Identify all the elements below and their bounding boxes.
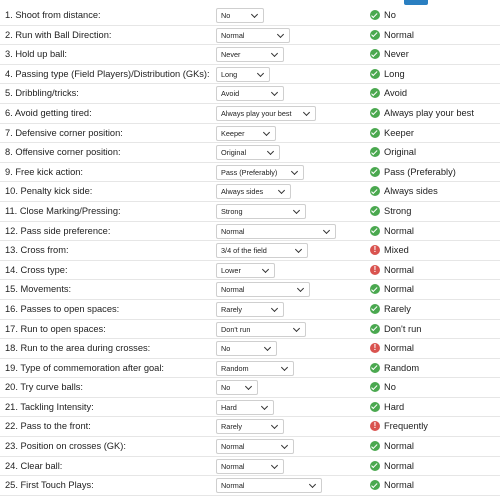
current-value: No — [384, 10, 396, 20]
check-circle-icon — [370, 206, 380, 216]
order-select-value: Original — [221, 148, 247, 158]
chevron-down-icon — [278, 187, 285, 194]
check-circle-icon — [370, 147, 380, 157]
order-label: 22. Pass to the front: — [5, 421, 91, 432]
check-circle-icon — [370, 461, 380, 471]
check-circle-icon — [370, 186, 380, 196]
order-select-value: Random — [221, 363, 249, 373]
current-value: Normal — [384, 284, 414, 295]
order-select[interactable] — [216, 380, 258, 395]
order-select-value: Normal — [221, 442, 245, 452]
chevron-down-icon — [251, 11, 258, 18]
current-value: Mixed — [384, 245, 409, 256]
table-row — [0, 241, 500, 261]
order-select-value: Normal — [221, 461, 245, 471]
chevron-down-icon — [271, 89, 278, 96]
order-select-value: Keeper — [221, 128, 245, 138]
current-value: Normal — [384, 480, 414, 491]
current-value: Always play your best — [384, 107, 474, 118]
chevron-down-icon — [262, 266, 269, 273]
order-select[interactable] — [216, 224, 336, 239]
current-value: Normal — [384, 225, 414, 236]
order-select-value: No — [221, 11, 231, 20]
check-circle-icon — [370, 441, 380, 451]
order-label: 19. Type of commemoration after goal: — [5, 362, 164, 373]
order-select[interactable] — [216, 145, 280, 160]
table-row — [0, 261, 500, 281]
order-select-value: No — [221, 344, 231, 354]
table-row — [0, 6, 500, 26]
current-value: Original — [384, 147, 417, 158]
chevron-down-icon — [271, 305, 278, 312]
current-value: No — [384, 382, 396, 393]
order-select-value: Rarely — [221, 304, 243, 314]
table-row — [0, 457, 500, 477]
order-select-value: Always play your best — [221, 108, 292, 118]
order-select[interactable] — [216, 8, 264, 23]
table-row — [0, 124, 500, 144]
check-circle-icon — [370, 402, 380, 412]
chevron-down-icon — [245, 383, 252, 390]
order-label: 4. Passing type (Field Players)/Distribution (GKs): — [5, 68, 210, 79]
current-value: Normal — [384, 460, 414, 471]
exclamation-circle-icon — [370, 245, 380, 255]
check-circle-icon — [370, 304, 380, 314]
order-select[interactable] — [216, 47, 284, 62]
table-row — [0, 339, 500, 359]
current-value: Normal — [384, 343, 414, 354]
current-value: Strong — [384, 205, 412, 216]
order-select-value: Don't run — [221, 324, 251, 334]
check-circle-icon — [370, 363, 380, 373]
chevron-down-icon — [271, 50, 278, 57]
table-row — [0, 476, 500, 496]
chevron-down-icon — [291, 168, 298, 175]
table-row — [0, 300, 500, 320]
order-select[interactable] — [216, 302, 284, 317]
order-select-value: Normal — [221, 285, 245, 295]
current-value: Hard — [384, 401, 405, 412]
order-select[interactable] — [216, 28, 290, 43]
order-select-value: Hard — [221, 402, 237, 412]
order-select-value: Pass (Preferably) — [221, 167, 278, 177]
order-label: 11. Close Marking/Pressing: — [5, 205, 121, 216]
check-circle-icon — [370, 324, 380, 334]
order-select-value: Rarely — [221, 422, 243, 432]
order-label: 24. Clear ball: — [5, 460, 63, 471]
save-button[interactable] — [404, 0, 428, 5]
current-value: Normal — [384, 441, 414, 452]
table-row — [0, 65, 500, 85]
order-label: 6. Avoid getting tired: — [5, 107, 92, 118]
chevron-down-icon — [295, 246, 302, 253]
order-select-value: No — [221, 383, 231, 393]
order-select-value: Normal — [221, 481, 245, 491]
check-circle-icon — [370, 226, 380, 236]
order-select[interactable] — [216, 86, 284, 101]
order-label: 1. Shoot from distance: — [5, 10, 101, 20]
chevron-down-icon — [261, 403, 268, 410]
order-select-value: Long — [221, 69, 238, 79]
order-label: 15. Movements: — [5, 284, 72, 295]
check-circle-icon — [370, 30, 380, 40]
order-select[interactable] — [216, 478, 322, 493]
order-select[interactable] — [216, 243, 308, 258]
order-select[interactable] — [216, 361, 294, 376]
table-row — [0, 222, 500, 242]
chevron-down-icon — [267, 148, 274, 155]
chevron-down-icon — [309, 481, 316, 488]
order-select[interactable] — [216, 439, 294, 454]
order-select[interactable] — [216, 263, 275, 278]
chevron-down-icon — [297, 285, 304, 292]
table-row — [0, 398, 500, 418]
exclamation-circle-icon — [370, 265, 380, 275]
chevron-down-icon — [281, 364, 288, 371]
current-value: Normal — [384, 264, 414, 275]
chevron-down-icon — [271, 422, 278, 429]
order-select-value: Normal — [221, 226, 245, 236]
order-label: 7. Defensive corner position: — [5, 127, 123, 138]
table-row — [0, 163, 500, 183]
chevron-down-icon — [271, 462, 278, 469]
table-row — [0, 104, 500, 124]
current-value: Never — [384, 49, 409, 60]
table-row — [0, 280, 500, 300]
order-label: 13. Cross from: — [5, 245, 69, 256]
check-circle-icon — [370, 128, 380, 138]
order-select[interactable] — [216, 322, 306, 337]
table-row — [0, 182, 500, 202]
chevron-down-icon — [323, 226, 330, 233]
order-select[interactable] — [216, 400, 274, 415]
current-value: Don't run — [384, 323, 422, 334]
table-row — [0, 437, 500, 457]
order-label: 25. First Touch Plays: — [5, 480, 94, 491]
order-label: 12. Pass side preference: — [5, 225, 111, 236]
order-label: 10. Penalty kick side: — [5, 186, 93, 197]
order-select[interactable] — [216, 341, 277, 356]
table-row — [0, 26, 500, 46]
order-select-value: Always sides — [221, 187, 264, 197]
table-row — [0, 320, 500, 340]
order-select[interactable] — [216, 419, 284, 434]
chevron-down-icon — [263, 129, 270, 136]
order-select[interactable] — [216, 282, 310, 297]
order-label: 23. Position on crosses (GK): — [5, 441, 126, 452]
order-select-value: Never — [221, 50, 241, 60]
check-circle-icon — [370, 108, 380, 118]
order-select-value: Strong — [221, 206, 243, 216]
check-circle-icon — [370, 49, 380, 59]
order-select[interactable] — [216, 67, 270, 82]
chevron-down-icon — [264, 344, 271, 351]
order-label: 14. Cross type: — [5, 264, 68, 275]
chevron-down-icon — [281, 442, 288, 449]
order-label: 5. Dribbling/tricks: — [5, 88, 79, 99]
chevron-down-icon — [293, 207, 300, 214]
order-label: 17. Run to open spaces: — [5, 323, 106, 334]
table-row — [0, 143, 500, 163]
check-circle-icon — [370, 88, 380, 98]
check-circle-icon — [370, 10, 380, 20]
order-select[interactable] — [216, 204, 306, 219]
current-value: Random — [384, 362, 420, 373]
order-select-value: 3/4 of the field — [221, 246, 267, 256]
current-value: Frequently — [384, 421, 428, 432]
table-row — [0, 202, 500, 222]
orders-table — [0, 6, 500, 496]
order-label: 20. Try curve balls: — [5, 382, 84, 393]
current-value: Avoid — [384, 88, 408, 99]
chevron-down-icon — [277, 31, 284, 38]
order-label: 2. Run with Ball Direction: — [5, 29, 112, 40]
exclamation-circle-icon — [370, 421, 380, 431]
check-circle-icon — [370, 167, 380, 177]
chevron-down-icon — [303, 109, 310, 116]
check-circle-icon — [370, 382, 380, 392]
order-label: 3. Hold up ball: — [5, 49, 68, 60]
order-select[interactable] — [216, 165, 304, 180]
order-label: 18. Run to the area during crosses: — [5, 343, 151, 354]
current-value: Keeper — [384, 127, 414, 138]
current-value: Rarely — [384, 303, 411, 314]
order-select[interactable] — [216, 126, 276, 141]
order-label: 21. Tackling Intensity: — [5, 401, 94, 412]
current-value: Normal — [384, 29, 414, 40]
current-value: Always sides — [384, 186, 438, 197]
table-row — [0, 378, 500, 398]
current-value: Long — [384, 68, 405, 79]
order-select[interactable] — [216, 459, 284, 474]
table-row — [0, 45, 500, 65]
order-select-value: Lower — [221, 265, 241, 275]
exclamation-circle-icon — [370, 343, 380, 353]
order-select-value: Avoid — [221, 89, 240, 99]
order-label: 16. Passes to open spaces: — [5, 303, 120, 314]
table-row — [0, 417, 500, 437]
order-label: 9. Free kick action: — [5, 166, 84, 177]
order-select[interactable] — [216, 184, 291, 199]
order-label: 8. Offensive corner position: — [5, 147, 121, 158]
check-circle-icon — [370, 480, 380, 490]
order-select-value: Normal — [221, 30, 245, 40]
chevron-down-icon — [293, 324, 300, 331]
check-circle-icon — [370, 69, 380, 79]
table-row — [0, 359, 500, 379]
current-value: Pass (Preferably) — [384, 166, 456, 177]
check-circle-icon — [370, 284, 380, 294]
chevron-down-icon — [257, 70, 264, 77]
order-select[interactable] — [216, 106, 316, 121]
table-row — [0, 84, 500, 104]
